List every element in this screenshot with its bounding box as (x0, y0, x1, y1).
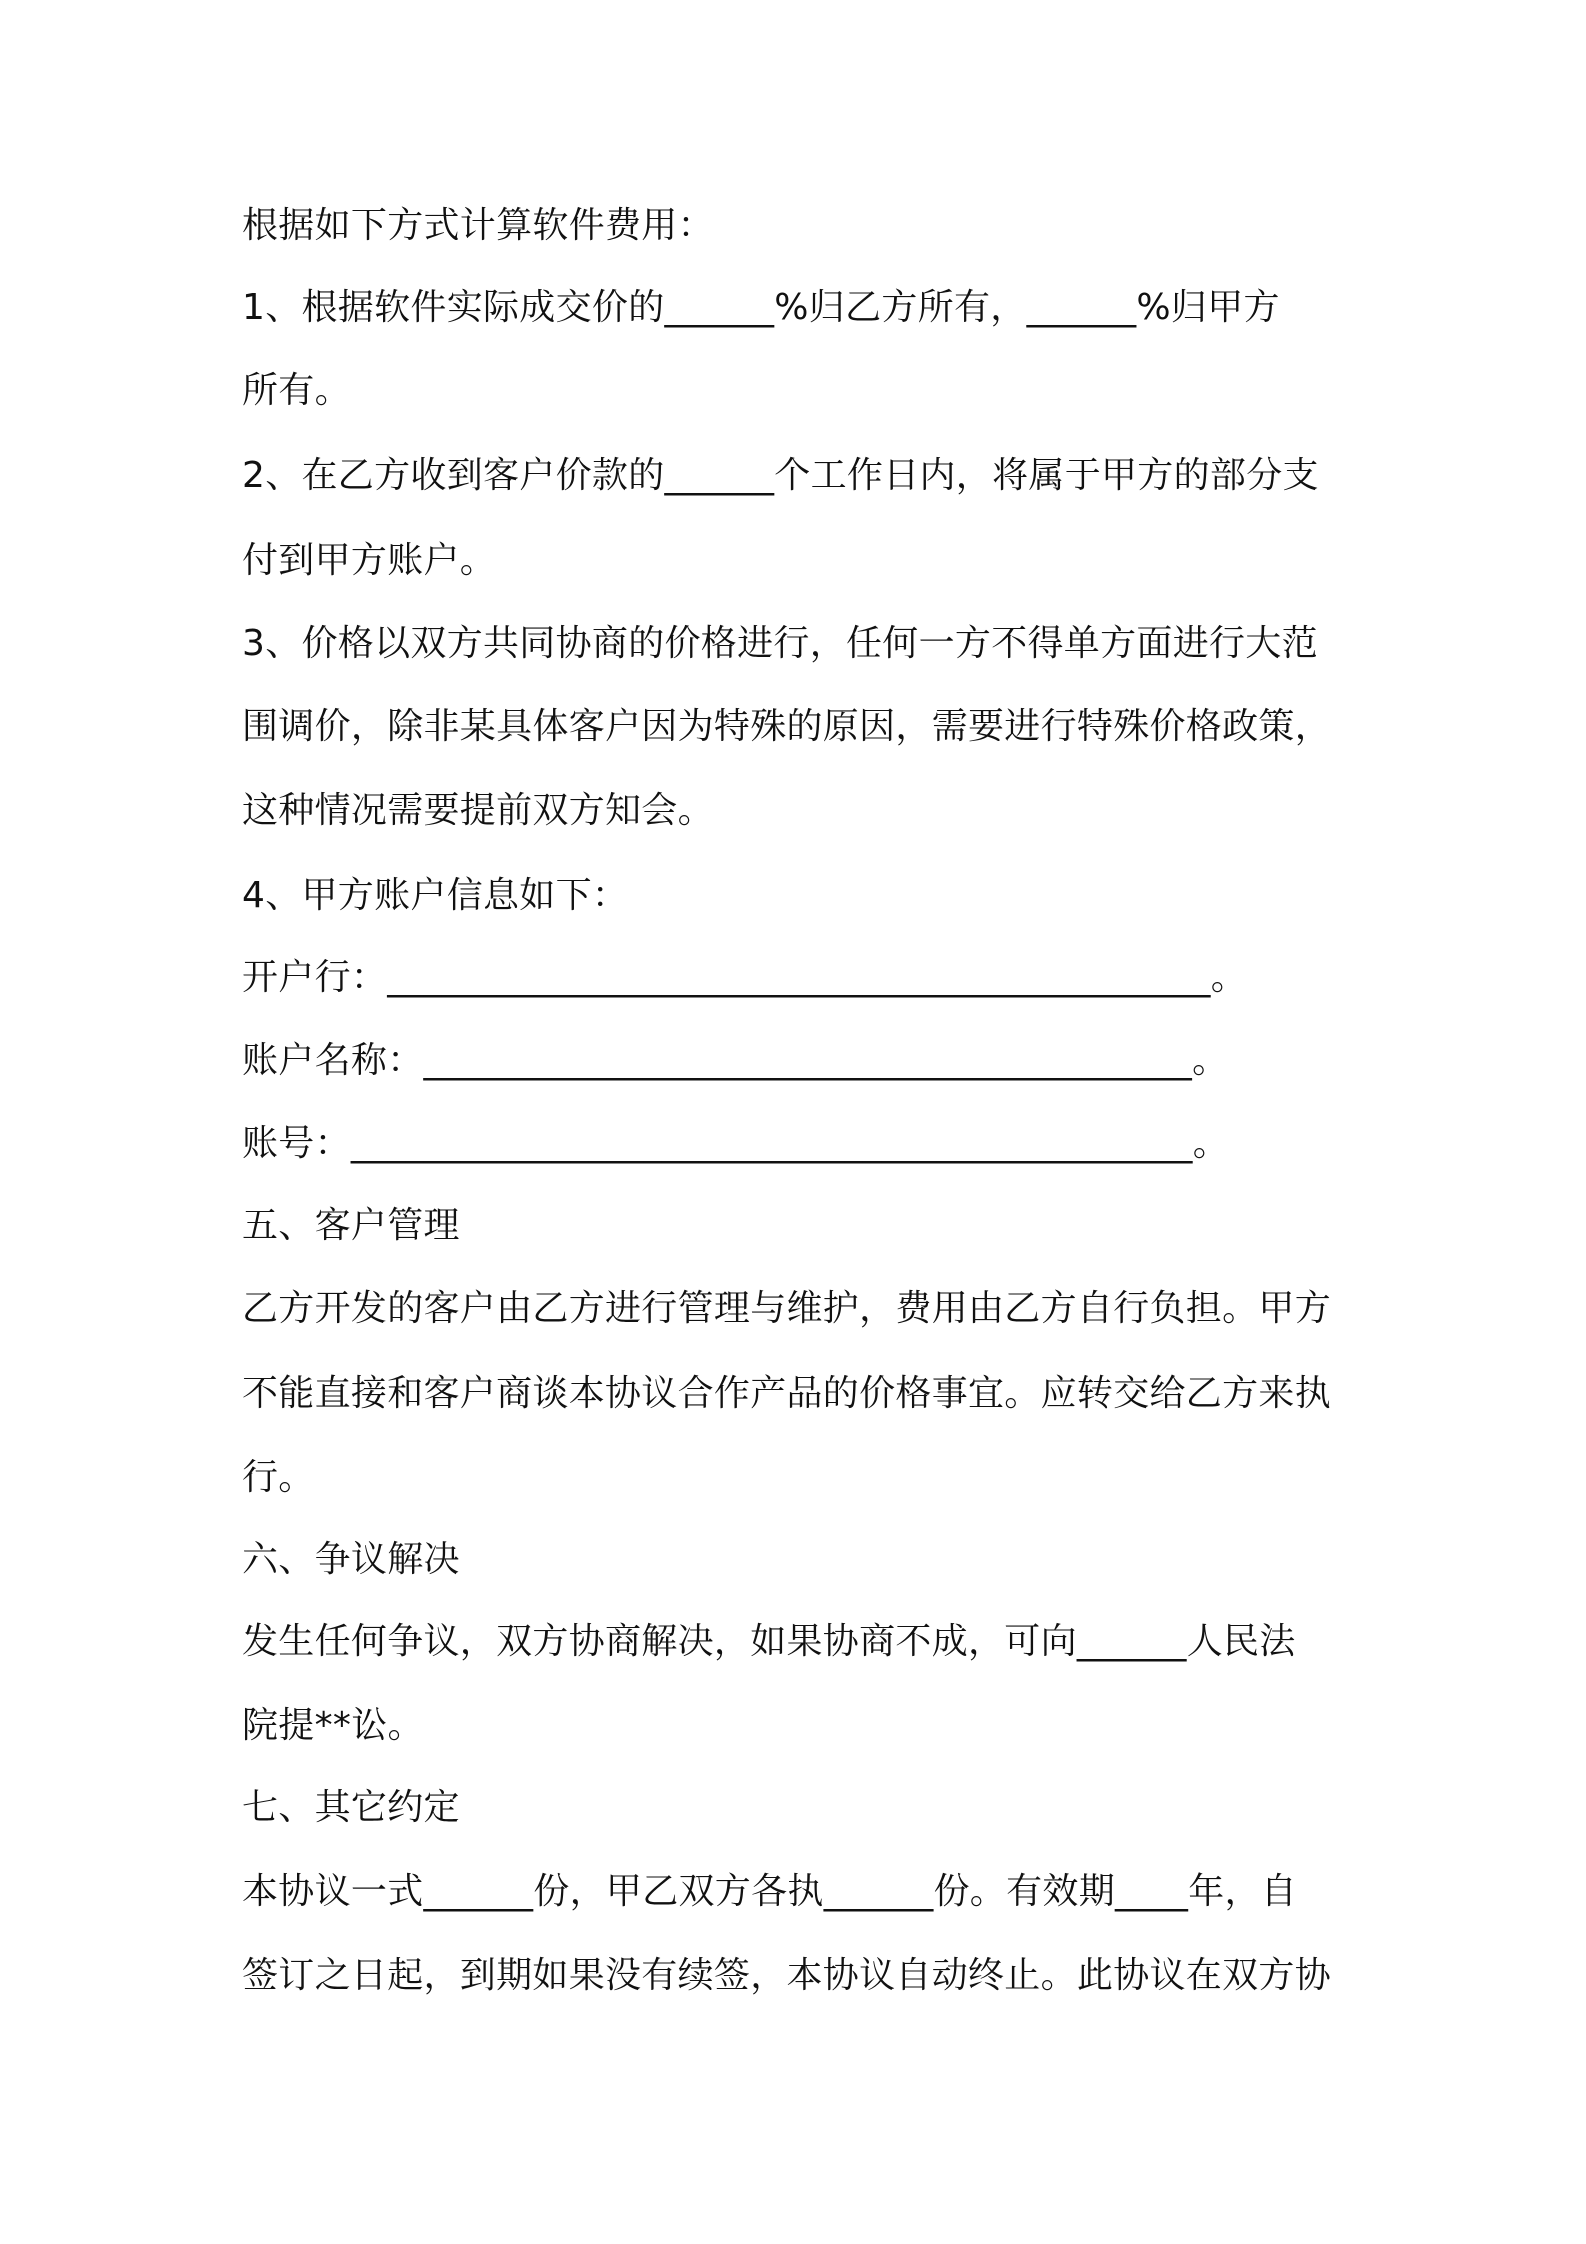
text-line-section-5-c: 行。 (242, 1457, 315, 1498)
text-line-section-6-a: 发生任何争议，双方协商解决，如果协商不成，可向______人民法 (242, 1621, 1296, 1662)
text-line-section-5-b: 不能直接和客户商谈本协议合作产品的价格事宜。应转交给乙方来执 (242, 1373, 1332, 1414)
text-line-section-7-a: 本协议一式______份，甲乙双方各执______份。有效期____年，自 (242, 1871, 1298, 1912)
text-line-section-6-b: 院提**讼。 (242, 1705, 424, 1746)
text-line-clause-3: 3、价格以双方共同协商的价格进行，任何一方不得单方面进行大范 (242, 623, 1318, 664)
text-line-account-name: 账户名称：__________________________________________。 (242, 1040, 1229, 1081)
section-heading-dispute-resolution: 六、争议解决 (242, 1539, 460, 1580)
text-line-bank-name: 开户行：_____________________________________________。 (242, 957, 1247, 998)
text-line-clause-3-cont-a: 围调价，除非某具体客户因为特殊的原因，需要进行特殊价格政策， (242, 706, 1332, 747)
text-line-clause-2-cont: 付到甲方账户。 (242, 540, 497, 581)
text-line-clause-2: 2、在乙方收到客户价款的______个工作日内，将属于甲方的部分支 (242, 455, 1319, 496)
text-line-fee-intro: 根据如下方式计算软件费用： (242, 205, 714, 246)
text-line-section-5-a: 乙方开发的客户由乙方进行管理与维护，费用由乙方自行负担。甲方 (242, 1288, 1332, 1329)
text-line-section-7-b: 签订之日起，到期如果没有续签，本协议自动终止。此协议在双方协 (242, 1955, 1332, 1996)
text-line-clause-1: 1、根据软件实际成交价的______%归乙方所有，______%归甲方 (242, 287, 1280, 328)
section-heading-customer-management: 五、客户管理 (242, 1205, 460, 1246)
text-line-clause-3-cont-b: 这种情况需要提前双方知会。 (242, 790, 714, 831)
section-heading-other-terms: 七、其它约定 (242, 1787, 460, 1828)
text-line-clause-4: 4、甲方账户信息如下： (242, 875, 629, 916)
text-line-account-number: 账号：______________________________________________。 (242, 1123, 1229, 1164)
text-line-clause-1-cont: 所有。 (242, 370, 351, 411)
